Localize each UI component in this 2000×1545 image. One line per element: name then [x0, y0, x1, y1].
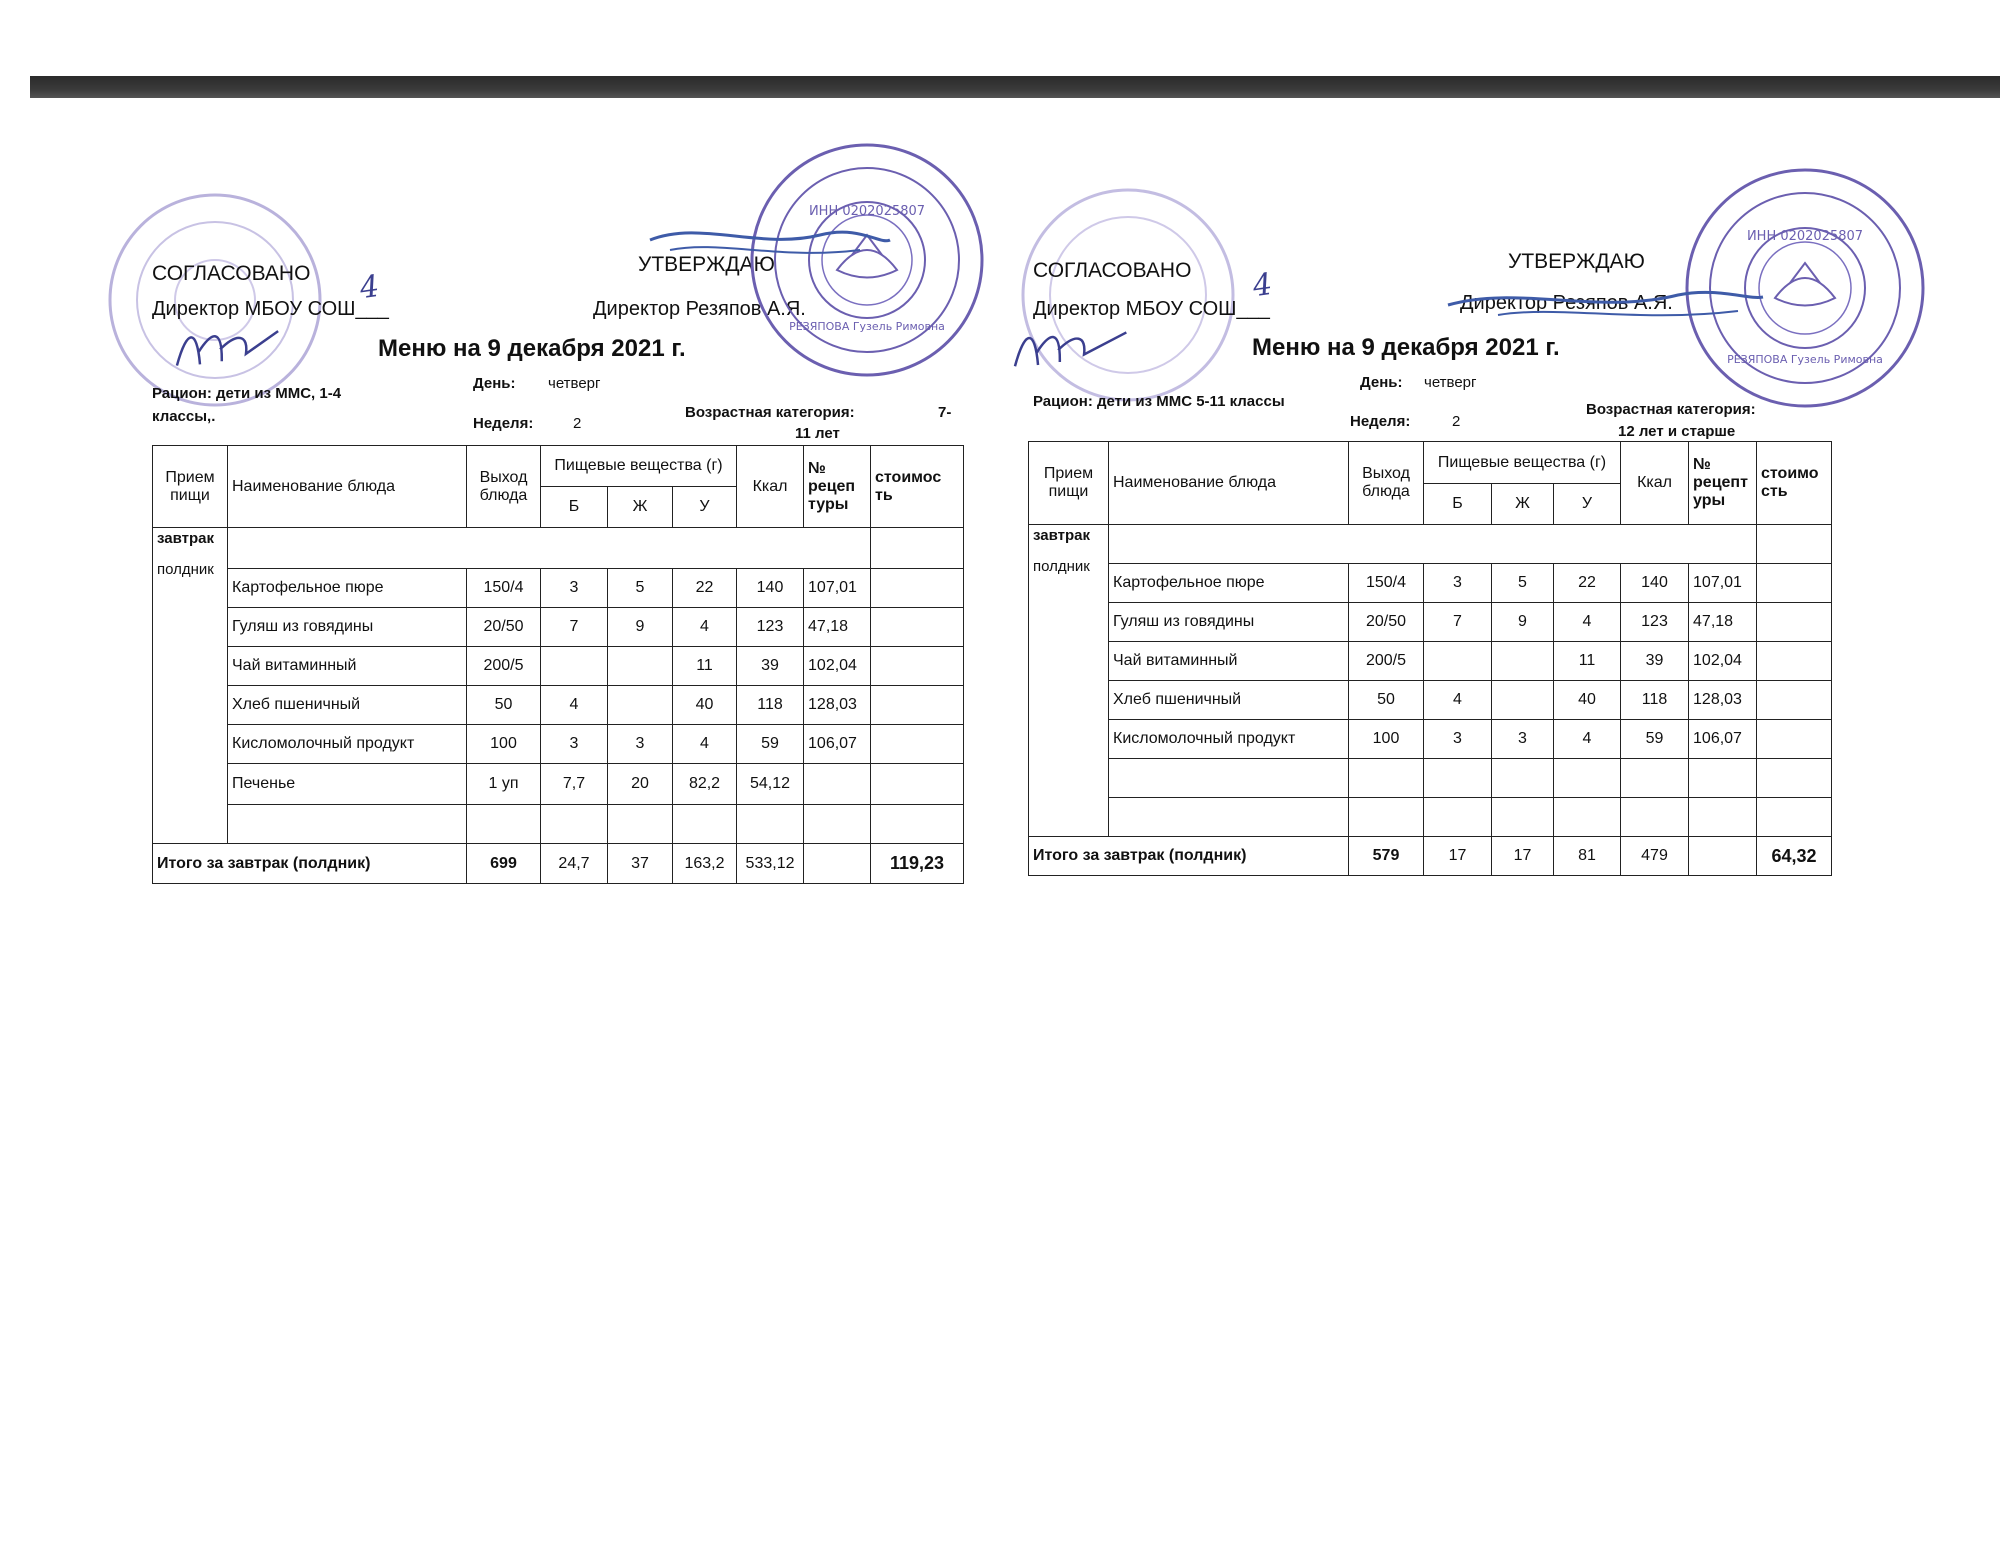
age-value-a: 7-	[938, 404, 952, 421]
total-row	[1029, 837, 1832, 876]
table-row	[1029, 759, 1832, 798]
dish-kcal: 140	[1621, 564, 1689, 603]
dish-name: Кисломолочный продукт	[228, 725, 467, 764]
total-cost: 64,32	[1757, 837, 1832, 876]
dish-b	[1424, 759, 1492, 798]
total-row	[153, 844, 964, 884]
dish-kcal: 118	[1621, 681, 1689, 720]
dish-recipe	[804, 805, 871, 844]
dish-name: Гуляш из говядины	[1109, 603, 1349, 642]
header-cost: стоимо сть	[1757, 442, 1832, 525]
empty-cell	[1757, 525, 1832, 564]
dish-name: Чай витаминный	[1109, 642, 1349, 681]
dish-zh	[608, 805, 673, 844]
dish-output: 200/5	[467, 647, 541, 686]
dish-name: Хлеб пшеничный	[1109, 681, 1349, 720]
agreed-label: СОГЛАСОВАНО	[1033, 259, 1192, 282]
dish-name: Гуляш из говядины	[228, 608, 467, 647]
dish-output	[1349, 759, 1424, 798]
dish-output: 20/50	[1349, 603, 1424, 642]
day-label: День:	[473, 375, 516, 392]
handwritten-signature	[166, 310, 293, 386]
dish-cost	[871, 764, 964, 805]
dish-u: 22	[1554, 564, 1621, 603]
ration-label: Рацион: дети из ММС 5-11 классы	[1033, 393, 1285, 410]
dish-recipe: 47,18	[804, 608, 871, 647]
dish-u: 40	[1554, 681, 1621, 720]
ration-line-1: Рацион: дети из ММС, 1-4	[152, 385, 342, 402]
menu-title: Меню на 9 декабря 2021 г.	[1252, 334, 1560, 361]
dish-output: 150/4	[467, 569, 541, 608]
total-u: 163,2	[673, 844, 737, 884]
dish-name	[228, 805, 467, 844]
dish-cost	[871, 569, 964, 608]
agreed-director: Директор МБОУ СОШ___	[1033, 298, 1270, 320]
dish-name: Кисломолочный продукт	[1109, 720, 1349, 759]
total-kcal: 479	[1621, 837, 1689, 876]
dish-recipe: 106,07	[1689, 720, 1757, 759]
dish-kcal: 123	[1621, 603, 1689, 642]
dish-b	[541, 805, 608, 844]
dish-recipe: 106,07	[804, 725, 871, 764]
meal-breakfast: завтрак	[157, 530, 214, 547]
dish-name: Картофельное пюре	[1109, 564, 1349, 603]
total-b: 17	[1424, 837, 1492, 876]
dish-output: 50	[1349, 681, 1424, 720]
header-dish: Наименование блюда	[228, 446, 467, 528]
scan-top-edge	[30, 76, 2000, 98]
dish-output	[467, 805, 541, 844]
dish-name: Чай витаминный	[228, 647, 467, 686]
week-label: Неделя:	[473, 415, 534, 432]
dish-cost	[1757, 798, 1832, 837]
header-kcal: Ккал	[1621, 442, 1689, 525]
table-row	[1029, 720, 1832, 759]
menu-title: Меню на 9 декабря 2021 г.	[378, 335, 686, 362]
age-value-b: 11 лет	[795, 425, 840, 442]
dish-b	[1424, 642, 1492, 681]
dish-u: 4	[673, 608, 737, 647]
table-row	[153, 647, 964, 686]
header-zh: Ж	[1492, 484, 1554, 525]
dish-cost	[1757, 564, 1832, 603]
week-label: Неделя:	[1350, 413, 1411, 430]
agreed-director: Директор МБОУ СОШ___	[152, 298, 389, 320]
table-row	[153, 608, 964, 647]
dish-output: 200/5	[1349, 642, 1424, 681]
table-row	[1029, 564, 1832, 603]
menu-table	[152, 445, 964, 884]
total-zh: 17	[1492, 837, 1554, 876]
table-row	[153, 764, 964, 805]
day-label: День:	[1360, 374, 1403, 391]
dish-b	[541, 647, 608, 686]
dish-b: 3	[541, 569, 608, 608]
header-b: Б	[541, 487, 608, 528]
table-row	[1029, 798, 1832, 837]
header-meal: Прием пищи	[153, 446, 228, 528]
dish-recipe: 107,01	[1689, 564, 1757, 603]
dish-recipe	[804, 764, 871, 805]
dish-u: 4	[673, 725, 737, 764]
dish-cost	[1757, 603, 1832, 642]
dish-zh: 9	[608, 608, 673, 647]
svg-text:РЕЗЯПОВА Гузель Римовна: РЕЗЯПОВА Гузель Римовна	[789, 320, 945, 333]
age-label: Возрастная категория:	[1586, 401, 1756, 418]
table-row	[153, 686, 964, 725]
table-row	[153, 725, 964, 764]
week-value: 2	[1452, 413, 1461, 430]
header-meal: Прием пищи	[1029, 442, 1109, 525]
total-b: 24,7	[541, 844, 608, 884]
dish-name: Хлеб пшеничный	[228, 686, 467, 725]
dish-name: Картофельное пюре	[228, 569, 467, 608]
header-u: У	[1554, 484, 1621, 525]
dish-zh	[1492, 759, 1554, 798]
approved-label: УТВЕРЖДАЮ	[638, 253, 775, 276]
day-value: четверг	[548, 375, 601, 392]
dish-kcal: 39	[737, 647, 804, 686]
dish-b: 3	[1424, 720, 1492, 759]
dish-recipe: 107,01	[804, 569, 871, 608]
total-u: 81	[1554, 837, 1621, 876]
dish-zh: 3	[1492, 720, 1554, 759]
dish-b: 7	[1424, 603, 1492, 642]
dish-kcal: 59	[1621, 720, 1689, 759]
dish-output: 100	[467, 725, 541, 764]
dish-name: Печенье	[228, 764, 467, 805]
dish-zh	[1492, 798, 1554, 837]
signature-mark: 4	[357, 268, 382, 307]
dish-kcal: 123	[737, 608, 804, 647]
dish-zh	[1492, 642, 1554, 681]
dish-kcal	[737, 805, 804, 844]
dish-cost	[871, 725, 964, 764]
signature-mark: 4	[1250, 266, 1275, 305]
svg-text:ИНН 0202025807: ИНН 0202025807	[808, 204, 926, 219]
dish-cost	[1757, 681, 1832, 720]
ration-line-2: классы,.	[152, 408, 216, 425]
dish-recipe	[1689, 798, 1757, 837]
table-row	[153, 805, 964, 844]
total-recipe	[1689, 837, 1757, 876]
total-output: 699	[467, 844, 541, 884]
official-seal-icon	[1675, 158, 1935, 418]
age-label: Возрастная категория:	[685, 404, 855, 421]
dish-recipe: 102,04	[1689, 642, 1757, 681]
week-value: 2	[573, 415, 582, 432]
dish-u: 11	[1554, 642, 1621, 681]
total-recipe	[804, 844, 871, 884]
dish-u	[673, 805, 737, 844]
header-u: У	[673, 487, 737, 528]
approved-director: Директор Резяпов А.Я.	[1460, 292, 1673, 314]
dish-recipe	[1689, 759, 1757, 798]
dish-kcal: 118	[737, 686, 804, 725]
header-output: Выход блюда	[1349, 442, 1424, 525]
dish-name	[1109, 798, 1349, 837]
dish-output: 50	[467, 686, 541, 725]
dish-zh: 3	[608, 725, 673, 764]
dish-zh: 5	[1492, 564, 1554, 603]
approved-label: УТВЕРЖДАЮ	[1508, 250, 1645, 273]
dish-b: 3	[541, 725, 608, 764]
header-zh: Ж	[608, 487, 673, 528]
dish-kcal: 54,12	[737, 764, 804, 805]
total-label: Итого за завтрак (полдник)	[1029, 837, 1349, 876]
meal-category	[1029, 525, 1109, 837]
dish-output	[1349, 798, 1424, 837]
dish-cost	[1757, 642, 1832, 681]
dish-cost	[1757, 759, 1832, 798]
header-nutrients: Пищевые вещества (г)	[541, 446, 737, 487]
total-cost: 119,23	[871, 844, 964, 884]
dish-b	[1424, 798, 1492, 837]
dish-output: 1 уп	[467, 764, 541, 805]
header-b: Б	[1424, 484, 1492, 525]
dish-u	[1554, 759, 1621, 798]
dish-kcal: 39	[1621, 642, 1689, 681]
dish-u	[1554, 798, 1621, 837]
dish-b: 4	[541, 686, 608, 725]
total-kcal: 533,12	[737, 844, 804, 884]
dish-zh	[608, 686, 673, 725]
official-seal-icon	[742, 135, 992, 385]
header-recipe: № рецеп туры	[804, 446, 871, 528]
dish-output: 20/50	[467, 608, 541, 647]
approved-director: Директор Резяпов А.Я.	[593, 298, 806, 320]
dish-name	[1109, 759, 1349, 798]
total-zh: 37	[608, 844, 673, 884]
meal-breakfast: завтрак	[1033, 527, 1090, 544]
table-row	[153, 569, 964, 608]
total-output: 579	[1349, 837, 1424, 876]
dish-output: 100	[1349, 720, 1424, 759]
dish-kcal	[1621, 759, 1689, 798]
dish-recipe: 102,04	[804, 647, 871, 686]
dish-b: 3	[1424, 564, 1492, 603]
dish-b: 7,7	[541, 764, 608, 805]
dish-cost	[871, 805, 964, 844]
meal-category	[153, 528, 228, 844]
dish-u: 82,2	[673, 764, 737, 805]
header-recipe: № рецепт уры	[1689, 442, 1757, 525]
day-value: четверг	[1424, 374, 1477, 391]
dish-zh: 20	[608, 764, 673, 805]
meal-snack: полдник	[157, 561, 214, 578]
dish-u: 22	[673, 569, 737, 608]
table-row	[1029, 603, 1832, 642]
dish-cost	[871, 686, 964, 725]
dish-zh	[1492, 681, 1554, 720]
age-value: 12 лет и старше	[1618, 423, 1736, 440]
dish-kcal: 59	[737, 725, 804, 764]
svg-text:РЕЗЯПОВА Гузель Римовна: РЕЗЯПОВА Гузель Римовна	[1727, 353, 1883, 366]
table-row	[1029, 681, 1832, 720]
dish-recipe: 128,03	[1689, 681, 1757, 720]
svg-text:ИНН 0202025807: ИНН 0202025807	[1746, 229, 1864, 244]
dish-recipe: 47,18	[1689, 603, 1757, 642]
dish-zh: 5	[608, 569, 673, 608]
meal-snack: полдник	[1033, 558, 1090, 575]
header-output: Выход блюда	[467, 446, 541, 528]
total-label: Итого за завтрак (полдник)	[153, 844, 467, 884]
table-row	[1029, 642, 1832, 681]
dish-u: 40	[673, 686, 737, 725]
dish-recipe: 128,03	[804, 686, 871, 725]
menu-table	[1028, 441, 1832, 876]
dish-kcal: 140	[737, 569, 804, 608]
dish-zh: 9	[1492, 603, 1554, 642]
empty-row	[1109, 525, 1757, 564]
dish-cost	[1757, 720, 1832, 759]
header-nutrients: Пищевые вещества (г)	[1424, 442, 1621, 484]
dish-cost	[871, 647, 964, 686]
dish-cost	[871, 608, 964, 647]
dish-b: 7	[541, 608, 608, 647]
dish-kcal	[1621, 798, 1689, 837]
dish-u: 4	[1554, 720, 1621, 759]
empty-row	[228, 528, 871, 569]
dish-output: 150/4	[1349, 564, 1424, 603]
handwritten-signature	[1004, 309, 1141, 387]
dish-b: 4	[1424, 681, 1492, 720]
dish-u: 11	[673, 647, 737, 686]
header-dish: Наименование блюда	[1109, 442, 1349, 525]
header-kcal: Ккал	[737, 446, 804, 528]
dish-zh	[608, 647, 673, 686]
empty-cell	[871, 528, 964, 569]
dish-u: 4	[1554, 603, 1621, 642]
agreed-label: СОГЛАСОВАНО	[152, 262, 311, 285]
header-cost: стоимос ть	[871, 446, 964, 528]
